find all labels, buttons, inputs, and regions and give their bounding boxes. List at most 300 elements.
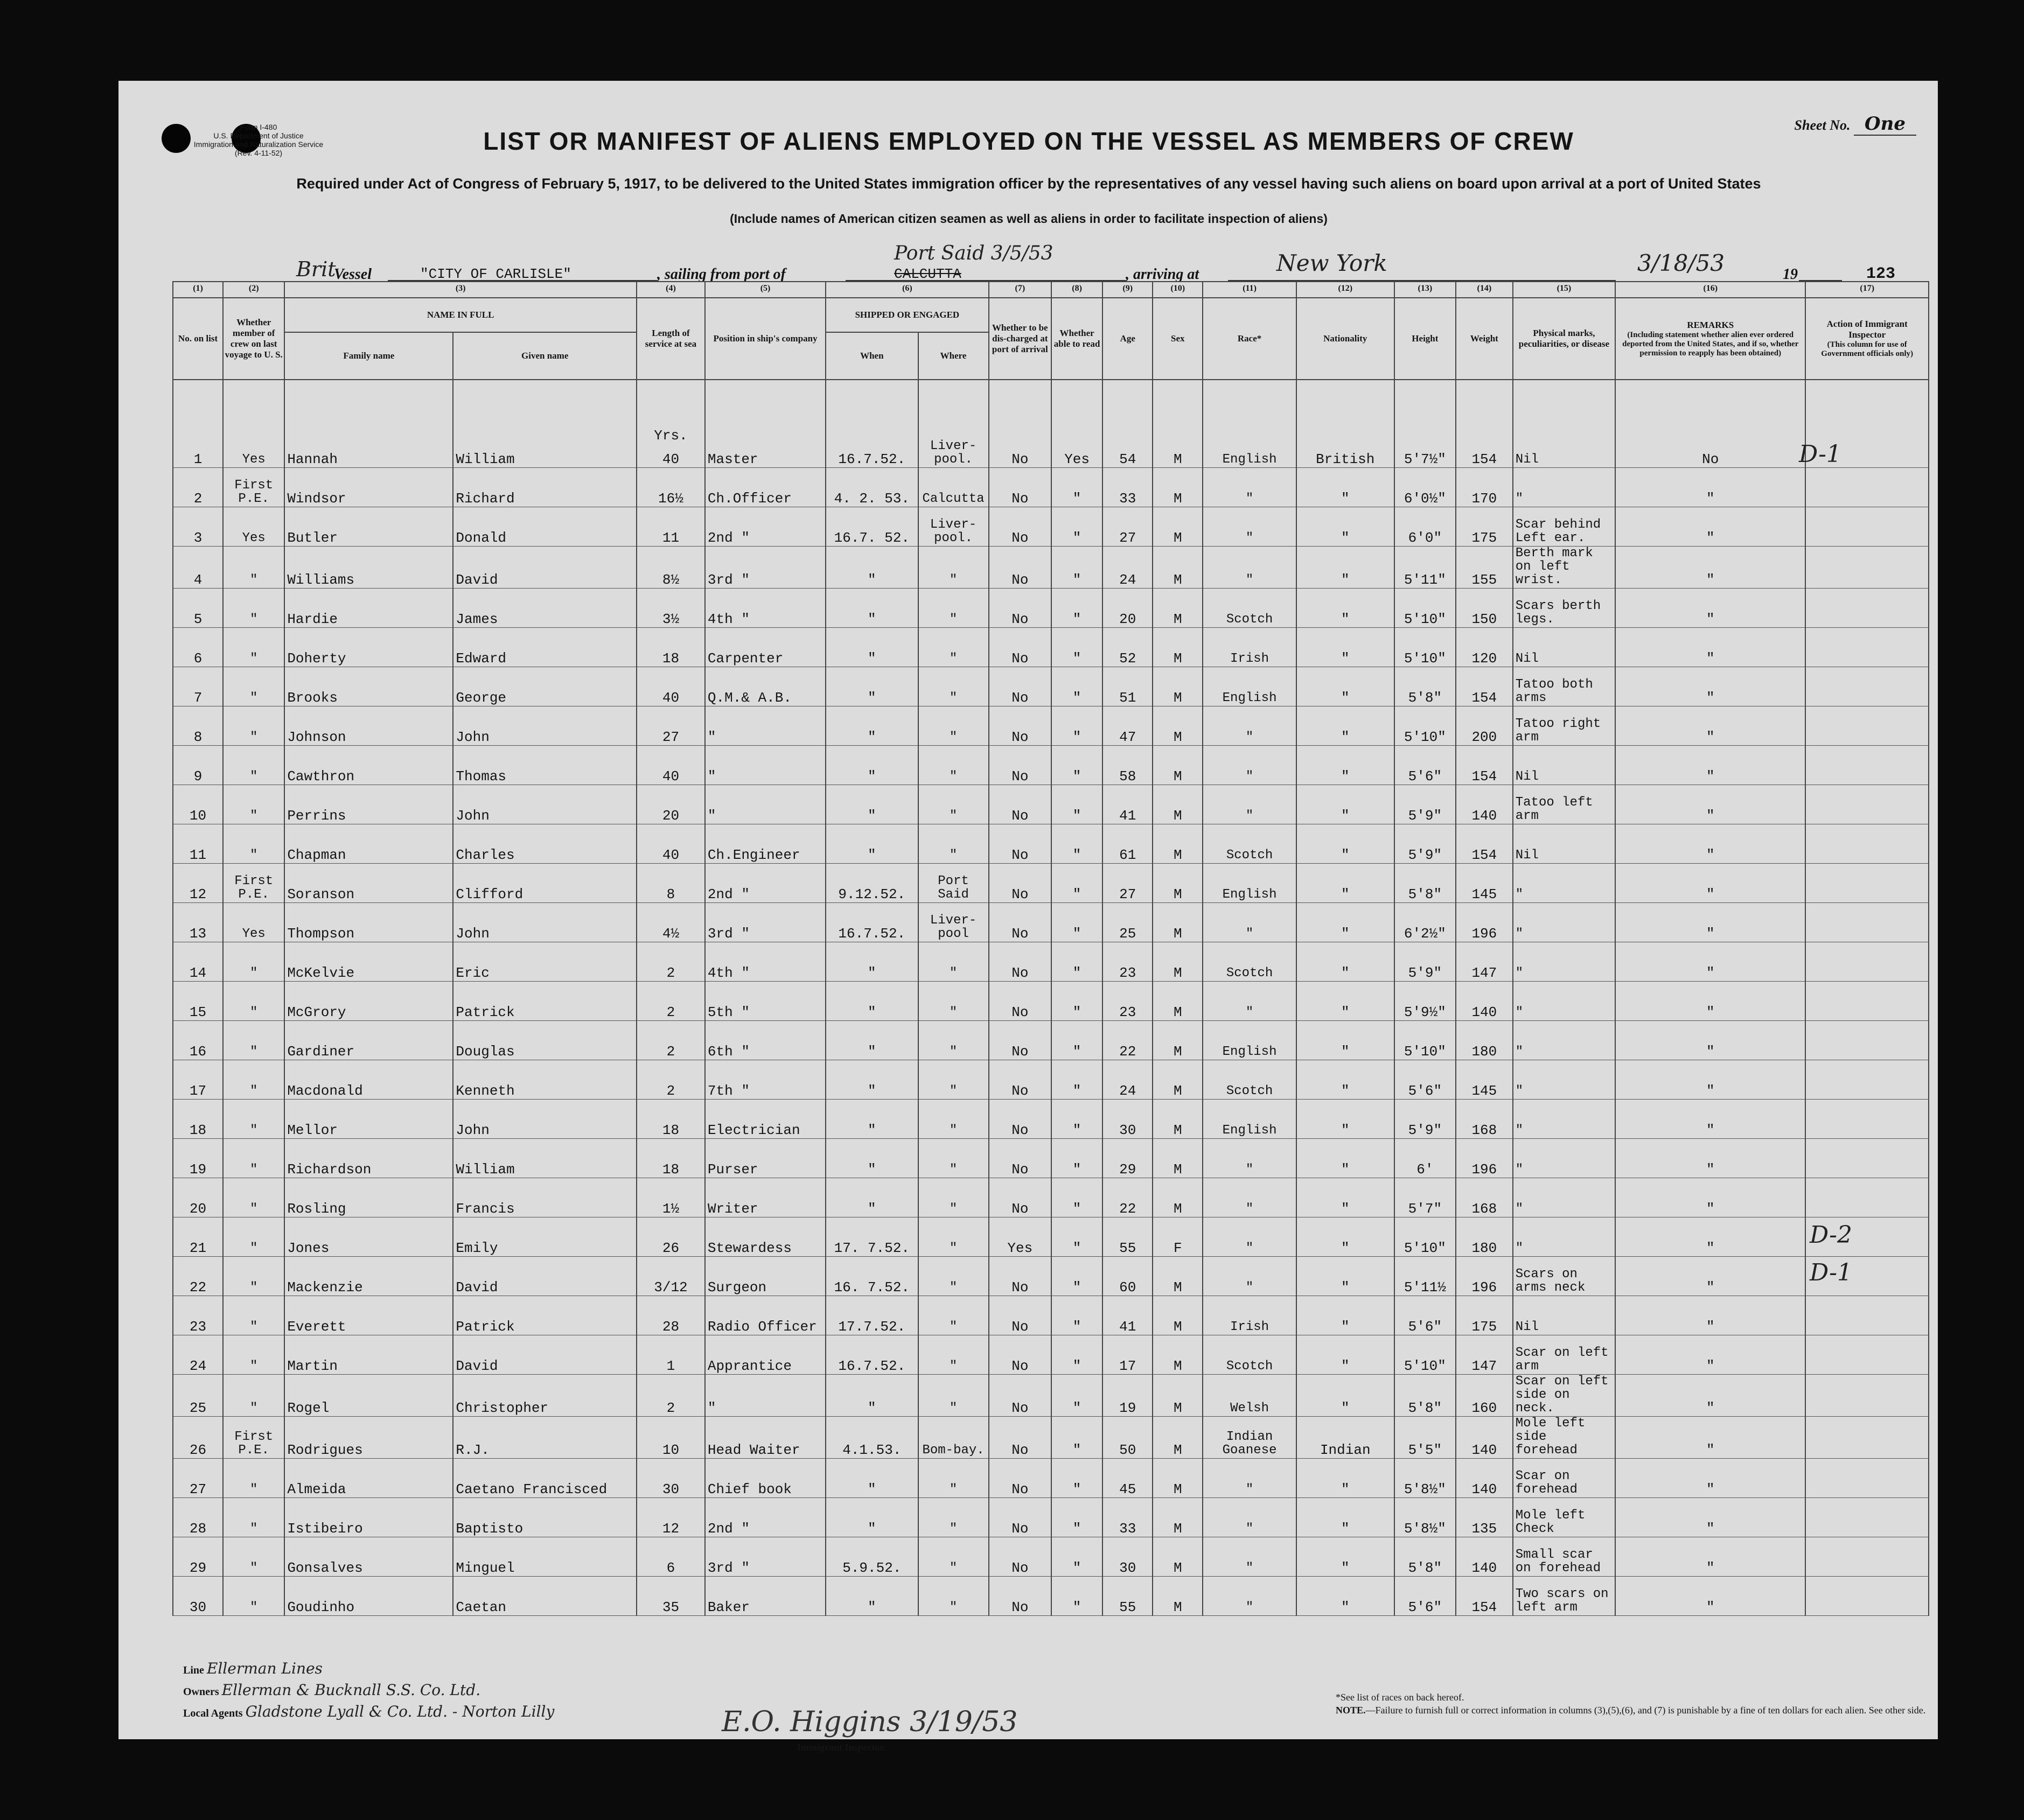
cell-action [1805,1375,1929,1417]
note-label: NOTE. [1336,1705,1366,1716]
cell-weight: 145 [1456,864,1513,903]
cell-remarks: " [1615,547,1805,589]
cell-service: 35 [637,1577,705,1616]
cell-where: " [918,1100,989,1139]
cell-action [1805,589,1929,628]
table-row [173,1100,1929,1139]
agents-value: Gladstone Lyall & Co. Ltd. - Norton Lilly [245,1703,555,1720]
cell-member: " [223,824,284,864]
table-row [173,982,1929,1021]
cell-weight: 155 [1456,547,1513,589]
cell-family-name: Chapman [284,824,453,864]
cell-given-name: William [453,380,637,468]
cell-action [1805,903,1929,942]
cell-physical-marks: Mole left Check [1513,1498,1615,1537]
cell-no: 28 [173,1498,223,1537]
cell-race: " [1203,785,1296,824]
table-row [173,1217,1929,1257]
cell-family-name: Everett [284,1296,453,1335]
cell-discharged: No [989,785,1051,824]
cell-where: " [918,1257,989,1296]
cell-service [637,380,705,468]
cell-nationality: " [1296,1577,1394,1616]
col-num-16: (16) [1615,282,1805,298]
col-num-6: (6) [826,282,989,298]
cell-where: Calcutta [918,468,989,507]
cell-physical-marks: " [1513,903,1615,942]
cell-nationality: " [1296,1217,1394,1257]
cell-family-name: Mackenzie [284,1257,453,1296]
col-num-9: (9) [1102,282,1153,298]
cell-race: Scotch [1203,1060,1296,1100]
cell-nationality: " [1296,903,1394,942]
cell-height: 5'6" [1394,746,1456,785]
cell-when: " [826,982,918,1021]
header-weight: Weight [1456,298,1513,380]
cell-service: 10 [637,1417,705,1459]
cell-sex: M [1153,628,1203,667]
cell-when: " [826,667,918,706]
inspector-label: Immigrant Inspector. [797,1742,886,1753]
cell-service: 12 [637,1498,705,1537]
page-title: LIST OR MANIFEST OF ALIENS EMPLOYED ON THE VESSEL AS MEMBERS OF CREW [483,127,1574,155]
cell-age: 24 [1102,547,1153,589]
cell-race: Scotch [1203,942,1296,982]
cell-when: " [826,1100,918,1139]
cell-member: " [223,1257,284,1296]
cell-no: 3 [173,507,223,547]
form-revision: (Rev. 4-11-52) [234,149,283,157]
cell-sex: M [1153,468,1203,507]
cell-given-name: John [453,903,637,942]
cell-given-name: Patrick [453,982,637,1021]
cell-given-name: Douglas [453,1021,637,1060]
cell-race: " [1203,706,1296,746]
cell-remarks: " [1615,507,1805,547]
cell-position: Head Waiter [705,1417,826,1459]
cell-weight: 196 [1456,1257,1513,1296]
cell-family-name: Williams [284,547,453,589]
cell-physical-marks: Scar on left side on neck. [1513,1375,1615,1417]
cell-given-name: James [453,589,637,628]
cell-race: Irish [1203,1296,1296,1335]
cell-remarks: " [1615,667,1805,706]
cell-family-name: McGrory [284,982,453,1021]
header-given-name: Given name [453,332,637,380]
table-row [173,1417,1929,1459]
cell-family-name: Cawthron [284,746,453,785]
cell-nationality: " [1296,746,1394,785]
cell-member: Yes [223,903,284,942]
cell-position: 5th " [705,982,826,1021]
cell-service: 20 [637,785,705,824]
cell-given-name: R.J. [453,1417,637,1459]
cell-when: " [826,785,918,824]
cell-position: 6th " [705,1021,826,1060]
cell-discharged: No [989,1459,1051,1498]
cell-family-name: Rodrigues [284,1417,453,1459]
cell-remarks: " [1615,1296,1805,1335]
cell-given-name: Baptisto [453,1498,637,1537]
service-unit-label: Yrs. [654,428,688,444]
cell-sex: M [1153,746,1203,785]
table-row [173,706,1929,746]
cell-nationality: " [1296,547,1394,589]
cell-age: 61 [1102,824,1153,864]
cell-when: 16.7.52. [826,1335,918,1375]
sailing-label: , sailing from port of [657,266,786,283]
cell-when: 17.7.52. [826,1296,918,1335]
cell-nationality: " [1296,468,1394,507]
cell-when: " [826,706,918,746]
table-row [173,1021,1929,1060]
cell-position: 2nd " [705,507,826,547]
table-row [173,380,1929,468]
cell-weight: 175 [1456,1296,1513,1335]
cell-action [1805,942,1929,982]
col-num-17: (17) [1805,282,1929,298]
cell-age: 22 [1102,1021,1153,1060]
cell-remarks: " [1615,468,1805,507]
cell-remarks: " [1615,864,1805,903]
cell-when: " [826,1139,918,1178]
cell-given-name: John [453,1100,637,1139]
cell-service: 2 [637,1060,705,1100]
cell-discharged: No [989,589,1051,628]
cell-able-read: " [1051,942,1102,982]
header-race: Race* [1203,298,1296,380]
cell-family-name: Hardie [284,589,453,628]
cell-no: 29 [173,1537,223,1577]
cell-sex: M [1153,667,1203,706]
action-mark-21: D-2 [1810,1221,1852,1249]
cell-weight: 154 [1456,746,1513,785]
cell-weight: 140 [1456,982,1513,1021]
cell-member: " [223,746,284,785]
cell-age: 23 [1102,982,1153,1021]
cell-where: " [918,1459,989,1498]
cell-height: 5'5" [1394,1417,1456,1459]
sheet-number [1795,113,1916,135]
cell-no: 18 [173,1100,223,1139]
cell-weight: 140 [1456,1459,1513,1498]
cell-able-read: " [1051,1178,1102,1217]
cell-member: " [223,1375,284,1417]
cell-given-name: Minguel [453,1537,637,1577]
cell-age: 30 [1102,1537,1153,1577]
cell-position: 4th " [705,589,826,628]
cell-position: 7th " [705,1060,826,1100]
year-label: 19 [1783,266,1798,283]
col-num-11: (11) [1203,282,1296,298]
col-num-14: (14) [1456,282,1513,298]
cell-sex: M [1153,1296,1203,1335]
cell-family-name: Hannah [284,380,453,468]
cell-service: 2 [637,942,705,982]
cell-nationality: " [1296,667,1394,706]
cell-discharged: No [989,942,1051,982]
table-row [173,1577,1929,1616]
cell-height: 5'8½" [1394,1459,1456,1498]
cell-height: 5'8" [1394,1537,1456,1577]
agents-label: Local Agents [183,1707,243,1719]
cell-race: English [1203,380,1296,468]
header-shipped: SHIPPED OR ENGAGED [826,298,989,332]
cell-able-read: " [1051,1139,1102,1178]
cell-family-name: Rosling [284,1178,453,1217]
cell-member: " [223,628,284,667]
cell-able-read: " [1051,547,1102,589]
sheet-number-value: One [1854,113,1916,136]
cell-able-read: " [1051,864,1102,903]
cell-action [1805,1498,1929,1537]
cell-weight: 140 [1456,785,1513,824]
cell-weight: 120 [1456,628,1513,667]
cell-discharged: No [989,628,1051,667]
cell-nationality: " [1296,1459,1394,1498]
cell-when: " [826,1375,918,1417]
cell-discharged: No [989,824,1051,864]
cell-no: 5 [173,589,223,628]
cell-physical-marks: Mole left side forehead [1513,1417,1615,1459]
cell-sex: M [1153,380,1203,468]
cell-able-read: " [1051,1296,1102,1335]
cell-able-read: " [1051,1459,1102,1498]
cell-action [1805,1577,1929,1616]
cell-able-read: " [1051,903,1102,942]
cell-race: Indian Goanese [1203,1417,1296,1459]
cell-no: 21 [173,1217,223,1257]
table-body [173,380,1929,1616]
cell-position: Radio Officer [705,1296,826,1335]
cell-race: " [1203,1217,1296,1257]
cell-sex: M [1153,864,1203,903]
col-num-1: (1) [173,282,223,298]
cell-able-read: " [1051,1060,1102,1100]
cell-no: 15 [173,982,223,1021]
cell-service: 40 [637,824,705,864]
cell-where: Liver-pool. [918,507,989,547]
note-penalty [1336,1704,1928,1717]
action-mark-1: D-1 [1799,440,1841,468]
cell-physical-marks: Nil [1513,1296,1615,1335]
cell-position: Apprantice [705,1335,826,1375]
cell-age: 24 [1102,1060,1153,1100]
header-remarks-sub: (Including statement whether alien ever ordered deported from the United States, and if so, whether permission to reapply has been obtained) [1622,330,1799,358]
cell-given-name: William [453,1139,637,1178]
cell-family-name: Doherty [284,628,453,667]
cell-nationality: " [1296,1296,1394,1335]
cell-service: 2 [637,1021,705,1060]
cell-able-read: " [1051,785,1102,824]
col-num-8: (8) [1051,282,1102,298]
cell-member: " [223,1335,284,1375]
cell-remarks: " [1615,1375,1805,1417]
cell-discharged: No [989,1139,1051,1178]
cell-remarks: " [1615,1021,1805,1060]
col-num-15: (15) [1513,282,1615,298]
cell-age: 33 [1102,1498,1153,1537]
cell-sex: M [1153,1257,1203,1296]
cell-height: 5'9" [1394,942,1456,982]
cell-nationality: " [1296,1375,1394,1417]
cell-remarks: No [1615,380,1805,468]
table-row [173,1537,1929,1577]
cell-race: " [1203,1178,1296,1217]
cell-family-name: Gardiner [284,1021,453,1060]
cell-member: " [223,1459,284,1498]
cell-where: " [918,1537,989,1577]
table-row [173,1296,1929,1335]
cell-discharged: No [989,1375,1051,1417]
cell-given-name: David [453,1257,637,1296]
table-row [173,824,1929,864]
header-able-read: Whether able to read [1051,298,1102,380]
cell-position: " [705,706,826,746]
cell-action [1805,547,1929,589]
cell-discharged: No [989,1060,1051,1100]
cell-where: " [918,746,989,785]
cell-position: " [705,746,826,785]
cell-physical-marks: Nil [1513,746,1615,785]
cell-height: 5'9" [1394,785,1456,824]
cell-age: 27 [1102,864,1153,903]
cell-race: " [1203,1139,1296,1178]
cell-position: Ch.Engineer [705,824,826,864]
cell-physical-marks: " [1513,1178,1615,1217]
subtitle: Required under Act of Congress of February 5, 1917, to be delivered to the United States immigration officer by the representatives of any vessel having such aliens on board upon arrival at a port of United States [296,176,1761,192]
cell-when: 16.7.52. [826,380,918,468]
cell-action [1805,1417,1929,1459]
cell-remarks: " [1615,589,1805,628]
cell-able-read: " [1051,1375,1102,1417]
cell-height: 5'10" [1394,589,1456,628]
table-row [173,468,1929,507]
table-row [173,1178,1929,1217]
cell-discharged: No [989,903,1051,942]
cell-physical-marks: " [1513,1021,1615,1060]
cell-service: 27 [637,706,705,746]
cell-action [1805,1100,1929,1139]
cell-discharged: Yes [989,1217,1051,1257]
cell-service: 8 [637,864,705,903]
cell-race: " [1203,547,1296,589]
cell-position: Surgeon [705,1257,826,1296]
cell-member: " [223,589,284,628]
cell-weight: 180 [1456,1217,1513,1257]
cell-remarks: " [1615,1459,1805,1498]
cell-given-name: Kenneth [453,1060,637,1100]
cell-where: " [918,942,989,982]
table-row [173,547,1929,589]
cell-discharged: No [989,547,1051,589]
cell-member: First P.E. [223,1417,284,1459]
header-age: Age [1102,298,1153,380]
cell-age: 52 [1102,628,1153,667]
service-value: 40 [662,451,680,467]
cell-when: " [826,746,918,785]
cell-weight: 147 [1456,942,1513,982]
cell-race: Scotch [1203,589,1296,628]
cell-age: 45 [1102,1459,1153,1498]
cell-height: 5'8" [1394,667,1456,706]
cell-service: 2 [637,982,705,1021]
cell-where: " [918,628,989,667]
footer-owners [183,1681,480,1699]
cell-weight: 154 [1456,667,1513,706]
cell-sex: F [1153,1217,1203,1257]
cell-member: First P.E. [223,468,284,507]
cell-family-name: Soranson [284,864,453,903]
cell-age: 55 [1102,1217,1153,1257]
cell-service: 18 [637,1139,705,1178]
cell-height: 5'6" [1394,1296,1456,1335]
cell-physical-marks: " [1513,1100,1615,1139]
arriving-port: New York [1276,250,1387,276]
cell-able-read: " [1051,507,1102,547]
cell-sex: M [1153,1139,1203,1178]
cell-discharged: No [989,864,1051,903]
cell-service: 3½ [637,589,705,628]
form-service: Immigration and Naturalization Service [193,140,324,149]
cell-physical-marks: Tatoo right arm [1513,706,1615,746]
cell-member: " [223,1100,284,1139]
table-row [173,628,1929,667]
table-row [173,785,1929,824]
cell-action [1805,785,1929,824]
cell-race: Welsh [1203,1375,1296,1417]
cell-when: " [826,1021,918,1060]
cell-member: " [223,1537,284,1577]
table-row [173,1375,1929,1417]
cell-height: 5'6" [1394,1577,1456,1616]
cell-discharged: No [989,1100,1051,1139]
cell-where: " [918,1060,989,1100]
cell-age: 41 [1102,785,1153,824]
cell-member: " [223,1498,284,1537]
table-row [173,507,1929,547]
note-races: *See list of races on back hereof. [1336,1692,1464,1703]
cell-given-name: David [453,547,637,589]
cell-sex: M [1153,1459,1203,1498]
cell-able-read: " [1051,824,1102,864]
owners-label: Owners [183,1686,219,1698]
cell-action [1805,982,1929,1021]
cell-height: 5'9½" [1394,982,1456,1021]
cell-no: 6 [173,628,223,667]
cell-able-read: " [1051,667,1102,706]
cell-physical-marks: Tatoo left arm [1513,785,1615,824]
cell-age: 33 [1102,468,1153,507]
cell-where: " [918,982,989,1021]
cell-race: English [1203,1021,1296,1060]
cell-no: 8 [173,706,223,746]
cell-no: 11 [173,824,223,864]
cell-race: Scotch [1203,824,1296,864]
cell-discharged: No [989,706,1051,746]
cell-height: 5'7" [1394,1178,1456,1217]
cell-position: Electrician [705,1100,826,1139]
cell-where: " [918,1335,989,1375]
cell-remarks: " [1615,706,1805,746]
cell-where: " [918,1021,989,1060]
cell-sex: M [1153,982,1203,1021]
cell-service: 18 [637,628,705,667]
cell-height: 5'10" [1394,1021,1456,1060]
cell-age: 23 [1102,942,1153,982]
cell-given-name: Caetan [453,1577,637,1616]
sheet-number-label: Sheet No. [1794,117,1851,133]
